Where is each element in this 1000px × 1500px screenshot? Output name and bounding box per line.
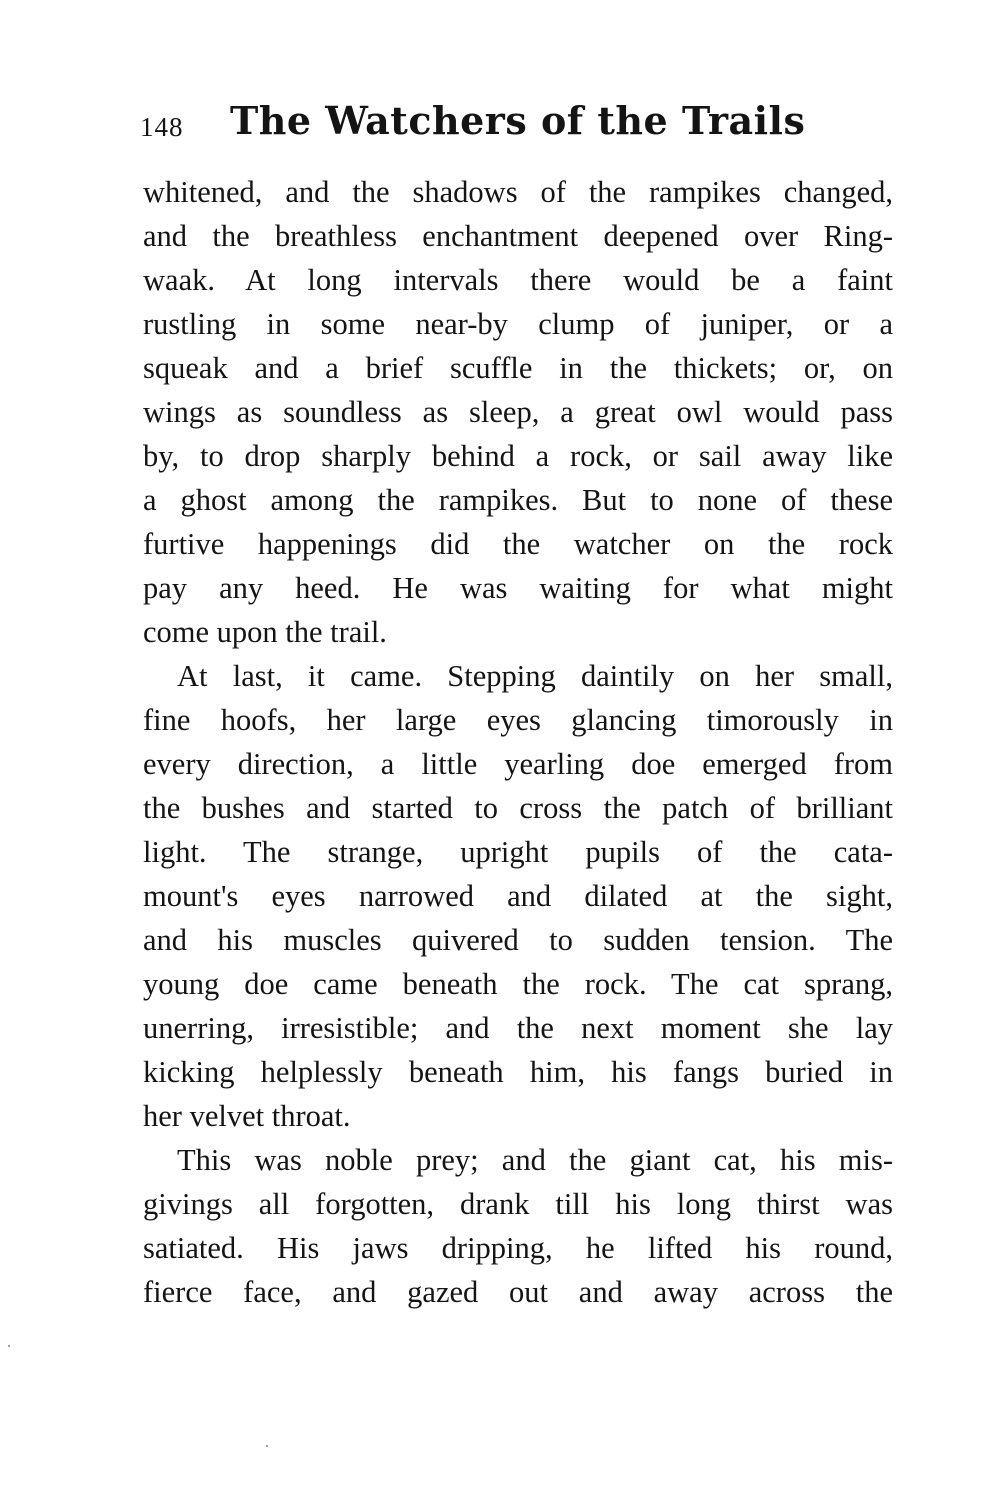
text-line: and his muscles quivered to sudden tension. The bbox=[143, 923, 893, 957]
body-text bbox=[143, 170, 893, 1314]
text-line: rustling in some near-by clump of juniper, or a bbox=[143, 307, 893, 341]
text-line: kicking helplessly beneath him, his fangs buried in bbox=[143, 1055, 893, 1089]
text-line: squeak and a brief scuffle in the thickets; or, on bbox=[143, 351, 893, 385]
text-line: come upon the trail. bbox=[143, 615, 387, 649]
text-line: wings as soundless as sleep, a great owl would pass bbox=[143, 395, 893, 429]
text-line: furtive happenings did the watcher on the rock bbox=[143, 527, 893, 561]
text-line: fierce face, and gazed out and away across the bbox=[143, 1275, 893, 1309]
paragraph bbox=[143, 170, 893, 654]
text-line: This was noble prey; and the giant cat, his mis- bbox=[177, 1143, 893, 1177]
text-line: light. The strange, upright pupils of the cata- bbox=[143, 835, 893, 869]
running-title: The Watchers of the Trails bbox=[230, 98, 806, 143]
text-line: pay any heed. He was waiting for what might bbox=[143, 571, 893, 605]
text-line: and the breathless enchantment deepened over Ring- bbox=[143, 219, 893, 253]
text-line: her velvet throat. bbox=[143, 1099, 351, 1133]
text-line: the bushes and started to cross the patch of brilliant bbox=[143, 791, 893, 825]
text-line: satiated. His jaws dripping, he lifted his round, bbox=[143, 1231, 893, 1265]
paragraph bbox=[143, 1138, 893, 1314]
text-line: mount's eyes narrowed and dilated at the sight, bbox=[143, 879, 893, 913]
text-line: young doe came beneath the rock. The cat sprang, bbox=[143, 967, 893, 1001]
text-line: whitened, and the shadows of the rampikes changed, bbox=[143, 175, 893, 209]
page-header bbox=[140, 98, 900, 158]
scan-speck bbox=[8, 1345, 10, 1347]
text-line: unerring, irresistible; and the next moment she lay bbox=[143, 1011, 893, 1045]
text-line: by, to drop sharply behind a rock, or sail away like bbox=[143, 439, 893, 473]
paragraph bbox=[143, 654, 893, 1138]
text-line: every direction, a little yearling doe emerged from bbox=[143, 747, 893, 781]
text-line: fine hoofs, her large eyes glancing timorously in bbox=[143, 703, 893, 737]
page-number: 148 bbox=[140, 112, 184, 142]
scan-speck bbox=[266, 1445, 268, 1447]
text-line: At last, it came. Stepping daintily on her small, bbox=[177, 659, 893, 693]
text-line: givings all forgotten, drank till his long thirst was bbox=[143, 1187, 893, 1221]
text-line: waak. At long intervals there would be a faint bbox=[143, 263, 893, 297]
text-line: a ghost among the rampikes. But to none of these bbox=[143, 483, 893, 517]
